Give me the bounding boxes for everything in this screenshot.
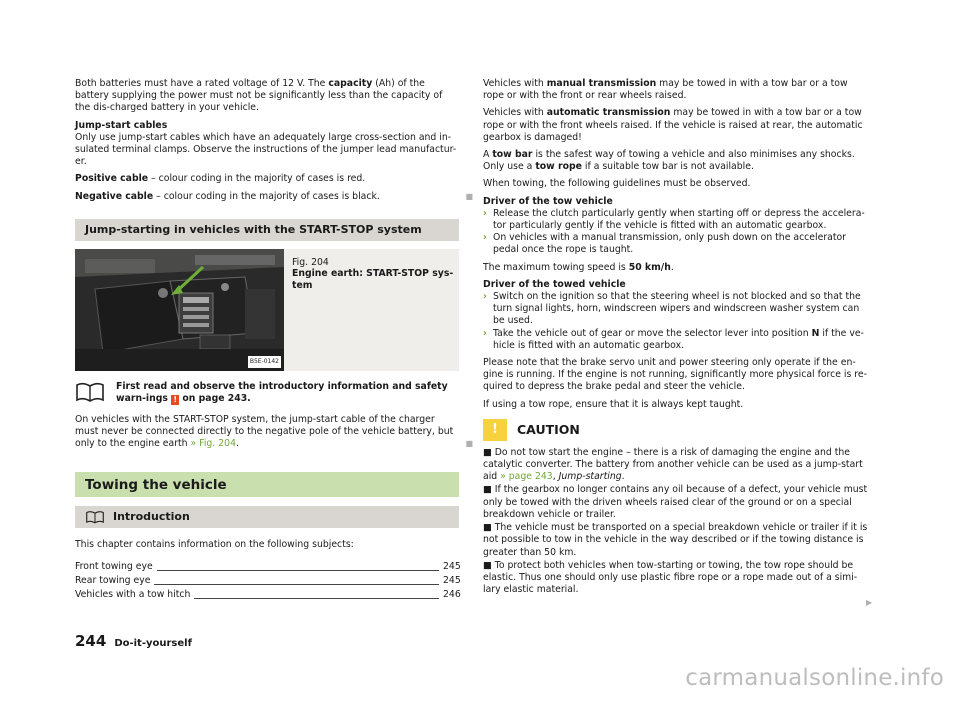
figure-link[interactable]: » Fig. 204 xyxy=(190,438,236,450)
start-stop-paragraph: On vehicles with the START-STOP system, the jump-start cable of the charger must never be connected directly to the negative pole of the vehicle battery, but only to the engine earth » Fig. 204. ■ xyxy=(75,413,473,450)
max-speed-paragraph: The maximum towing speed is 50 km/h. xyxy=(483,261,674,273)
caution-item: ■ Do not tow start the engine – there is a risk of damaging the engine and the catalytic converter. The battery from another vehicle can be used as a jump-start aid » page 243, Jump-starting. xyxy=(483,446,863,483)
open-book-icon xyxy=(85,510,105,524)
watermark-text: carmanualsonline.info xyxy=(685,665,944,691)
figure-title: Engine earth: START-STOP sys-tem xyxy=(292,268,454,291)
caution-item: ■ If the gearbox no longer contains any oil because of a defect, your vehicle must only be towed with the driven wheels raised clear of the ground or on a special breakdown vehicle or trailer. xyxy=(483,484,868,520)
section-heading-start-stop: Jump-starting in vehicles with the START-STOP system xyxy=(75,219,459,241)
page-link[interactable]: » page 243 xyxy=(500,471,553,483)
intro-paragraph: This chapter contains information on the following subjects: xyxy=(75,539,354,551)
toc-item[interactable]: Vehicles with a tow hitch 246 xyxy=(75,589,461,601)
continued-arrow-icon: ▶ xyxy=(866,598,873,607)
photo-reference-code: B5E-0142 xyxy=(248,356,281,368)
positive-cable-line: Positive cable – colour coding in the majority of cases is red. xyxy=(75,173,366,185)
toc-item[interactable]: Rear towing eye 245 xyxy=(75,575,461,587)
jump-cables-paragraph: Jump-start cables Only use jump-start cables which have an adequately large cross-section and in-sulated terminal clamps. Observe the instructions of the jumper lead manufactur-er. xyxy=(75,119,457,168)
engine-bay-photo xyxy=(75,249,284,371)
arrow-bullet-icon: › xyxy=(483,327,487,339)
manual-transmission-paragraph: Vehicles with manual transmission may be towed in with a tow bar or a tow rope or with the front or rear wheels raised. xyxy=(483,78,848,102)
page-footer xyxy=(75,632,192,650)
automatic-transmission-paragraph: Vehicles with automatic transmission may be towed in with a tow bar or a tow rope or with the front wheels raised. If the vehicle is raised at rear, the automatic gearbox is damaged! xyxy=(483,107,863,143)
section-end-mark-icon: ■ xyxy=(465,439,473,449)
list-item: › Switch on the ignition so that the steering wheel is not blocked and so that the turn signal lights, horn, windscreen wipers and windscreen washer system can be used. xyxy=(483,291,861,327)
open-book-icon xyxy=(75,381,105,403)
caution-item: ■ The vehicle must be transported on a special breakdown vehicle or trailer if it is not possible to tow in the vehicle in the way described or if the towing distance is greater than 50 km. xyxy=(483,522,868,558)
right-column xyxy=(483,78,868,597)
caution-icon: ! xyxy=(483,419,507,441)
caution-heading: ! CAUTION xyxy=(483,419,868,441)
toc-item[interactable]: Front towing eye 245 xyxy=(75,561,461,573)
page-number: 244 xyxy=(75,632,107,650)
jump-cables-heading: Jump-start cables xyxy=(75,119,168,131)
tow-vehicle-driver-block xyxy=(483,196,868,257)
footer-section-title: Do-it-yourself xyxy=(114,638,192,649)
chapter-heading-towing: Towing the vehicle xyxy=(75,472,459,497)
warning-badge-icon: ! xyxy=(171,395,179,405)
left-column xyxy=(75,78,473,602)
guidelines-paragraph: When towing, the following guidelines must be observed. xyxy=(483,178,751,190)
figure-204 xyxy=(75,249,459,371)
towed-driver-heading: Driver of the towed vehicle xyxy=(483,278,626,290)
list-item: › On vehicles with a manual transmission, only push down on the accelerator pedal once the rope is taught. xyxy=(483,232,846,256)
tow-bar-paragraph: A tow bar is the safest way of towing a vehicle and also minimises any shocks. Only use a tow rope if a suitable tow bar is not available. xyxy=(483,149,855,173)
tow-rope-paragraph: If using a tow rope, ensure that it is always kept taught. xyxy=(483,398,744,410)
figure-number: Fig. 204 xyxy=(292,256,329,268)
read-first-note: First read and observe the introductory information and safety warn-ings ! on page 243. xyxy=(75,381,459,405)
figure-caption xyxy=(292,257,459,292)
towed-vehicle-driver-block xyxy=(483,279,868,352)
arrow-bullet-icon: › xyxy=(483,291,487,303)
arrow-bullet-icon: › xyxy=(483,207,487,219)
introduction-heading: Introduction xyxy=(75,506,459,528)
negative-cable-line: Negative cable – colour coding in the majority of cases is black. ■ xyxy=(75,190,473,202)
arrow-bullet-icon: › xyxy=(483,232,487,244)
battery-voltage-paragraph: Both batteries must have a rated voltage of 12 V. The capacity (Ah) of the battery supplying the power must not be significantly less than the capacity of the dis-charged battery in your vehicle. xyxy=(75,78,443,114)
toc-list xyxy=(75,560,459,602)
tow-driver-heading: Driver of the tow vehicle xyxy=(483,195,613,207)
section-end-mark-icon: ■ xyxy=(465,191,473,201)
caution-item: ■ To protect both vehicles when tow-starting or towing, the tow rope should be elastic. Thus one should only use plastic fibre rope or a rope made out of a simi-lary elastic material. xyxy=(483,559,858,596)
list-item: › Release the clutch particularly gently when starting off or depress the accelera-tor particularly gently if the vehicle is fitted with an automatic gearbox. xyxy=(483,207,865,232)
engine-bay-illustration xyxy=(75,249,284,371)
brake-servo-paragraph: Please note that the brake servo unit and power steering only operate if the en-gine is running. If the engine is not running, significantly more physical force is re-quired to depress the brake pedal and steer the vehicle. xyxy=(483,357,868,393)
list-item: › Take the vehicle out of gear or move the selector lever into position N if the ve-hicle is fitted with an automatic gearbox. xyxy=(483,327,864,351)
